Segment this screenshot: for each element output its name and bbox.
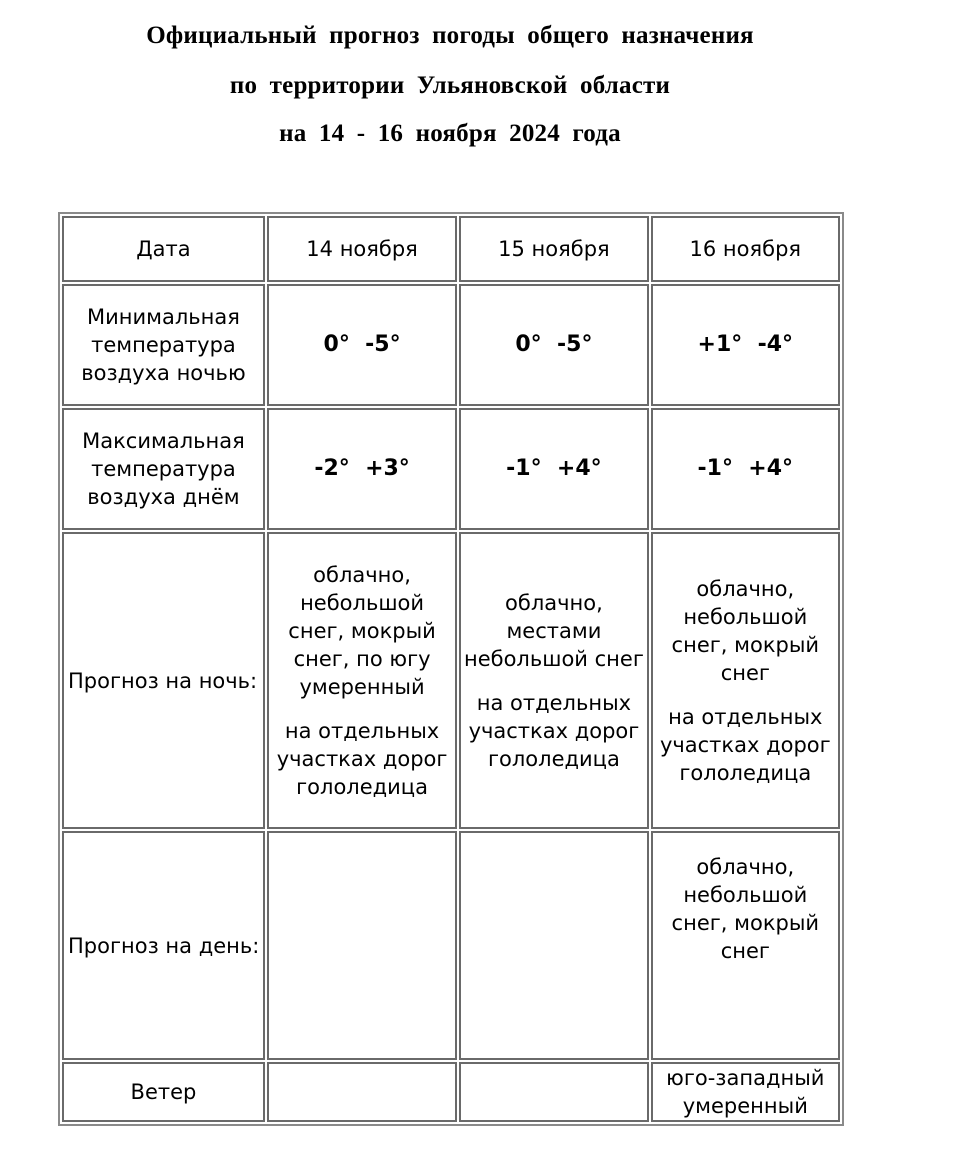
max-temp-day-2: -1° +4° [459,408,648,530]
day-forecast-day-1 [267,831,457,1060]
min-temp-day-2: 0° -5° [459,284,648,406]
wind-day-1 [267,1062,457,1122]
night-roads-day-1: на отдельных участках дорог гололедица [276,718,448,799]
date-header-label: Дата [62,216,265,282]
forecast-table [58,212,844,1126]
max-temp-day-3: -1° +4° [651,408,840,530]
night-weather-day-2: облачно, местами небольшой снег [463,590,644,671]
day-forecast-day-2 [459,831,648,1060]
night-forecast-day-1 [267,532,457,829]
table-row-date [62,216,840,282]
wind-day-2 [459,1062,648,1122]
night-weather-day-1: облачно, небольшой снег, мокрый снег, по югу умеренный [288,562,436,699]
table-row-wind [62,1062,840,1122]
date-header-day-1: 14 ноября [267,216,457,282]
title-line-3: на 14 - 16 ноября 2024 года [279,120,621,147]
day-forecast-label: Прогноз на день: [62,831,265,1060]
min-temp-label: Минимальная температура воздуха ночью [62,284,265,406]
date-header-day-2: 15 ноября [459,216,648,282]
table-row-night-forecast [62,532,840,829]
night-weather-day-3: облачно, небольшой снег, мокрый снег [671,576,820,685]
max-temp-label: Максимальная температура воздуха днём [62,408,265,530]
min-temp-day-3: +1° -4° [651,284,840,406]
min-temp-day-1: 0° -5° [267,284,457,406]
night-forecast-day-2 [459,532,648,829]
night-forecast-label: Прогноз на ночь: [62,532,265,829]
table-row-min-temp [62,284,840,406]
title-line-2: по территории Ульяновской области [229,72,671,99]
table-row-max-temp [62,408,840,530]
table-row-day-forecast [62,831,840,1060]
day-forecast-day-3: облачно, небольшой снег, мокрый снег [651,831,840,1060]
max-temp-day-1: -2° +3° [267,408,457,530]
title-line-1: Официальный прогноз погоды общего назначения [146,22,754,49]
date-header-day-3: 16 ноября [651,216,840,282]
night-roads-day-3: на отдельных участках дорог гололедица [659,704,831,785]
night-forecast-day-3 [651,532,840,829]
wind-label: Ветер [62,1062,265,1122]
wind-day-3: юго-западный умеренный [651,1062,840,1122]
night-roads-day-2: на отдельных участках дорог гололедица [468,690,640,771]
